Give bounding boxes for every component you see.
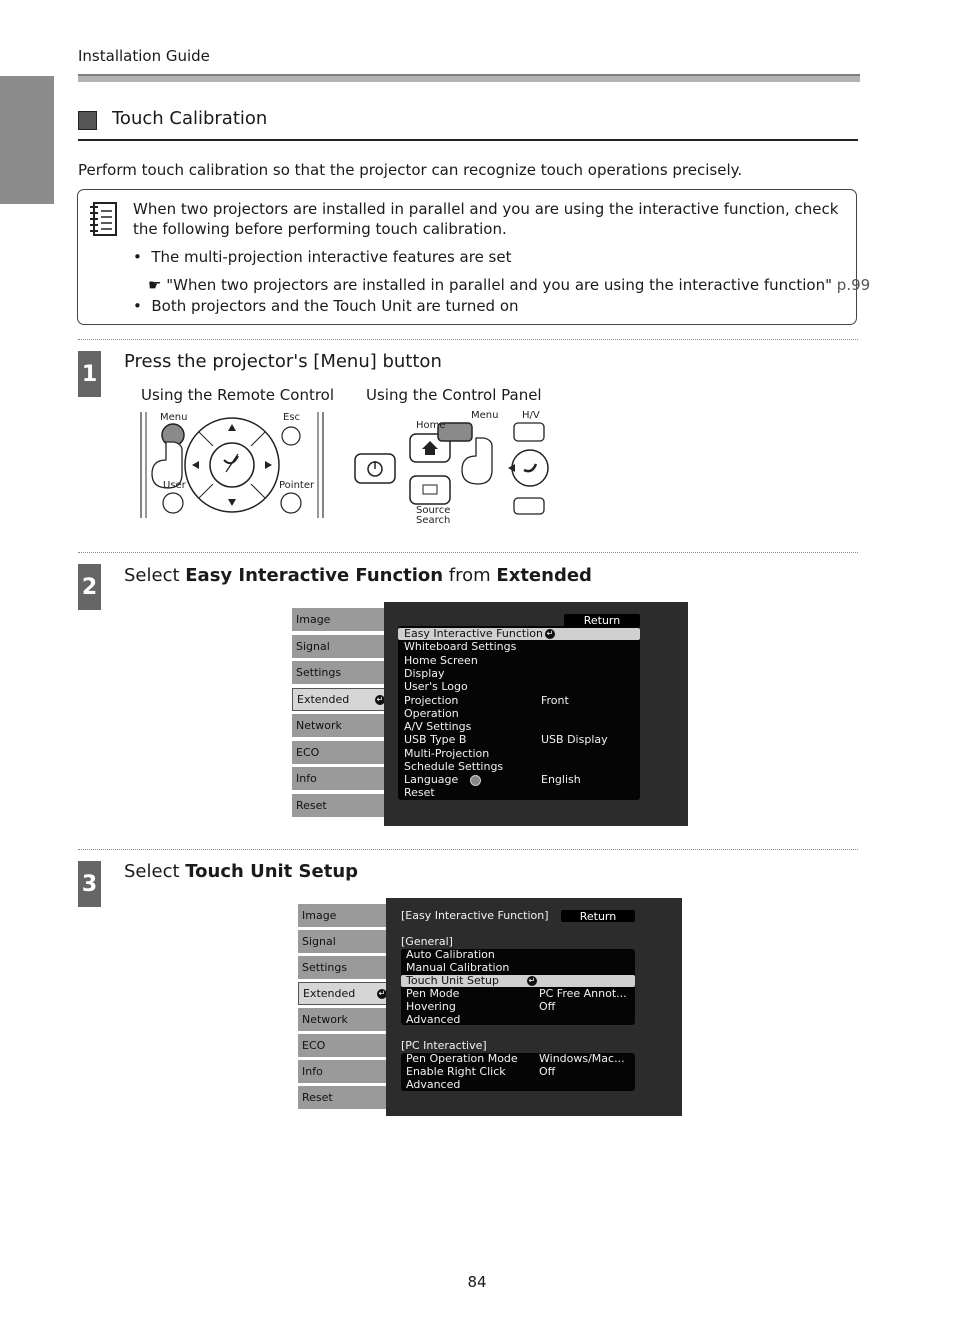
return-button[interactable]: Return xyxy=(561,910,635,922)
step-divider xyxy=(78,552,858,553)
step-3-title-pre: Select xyxy=(124,861,186,882)
submenu-item-operation[interactable]: Operation xyxy=(404,707,459,720)
submenu-value-pen-mode: PC Free Annot... xyxy=(539,987,627,1000)
step-2-title-pre: Select xyxy=(124,565,186,586)
enter-icon: ↵ xyxy=(378,988,386,998)
submenu-item-advanced[interactable]: Advanced xyxy=(406,1013,461,1026)
menu-item-signal[interactable]: Signal xyxy=(298,930,386,953)
submenu-value-language: English xyxy=(541,773,581,786)
menu-item-reset[interactable]: Reset xyxy=(292,794,384,817)
panel-label: Using the Control Panel xyxy=(366,386,542,404)
enter-icon: ↵ xyxy=(528,976,536,985)
submenu-header: [Easy Interactive Function] xyxy=(401,909,549,922)
section-marker xyxy=(78,111,97,130)
submenu-item-pc-advanced[interactable]: Advanced xyxy=(406,1078,461,1091)
submenu-item-pen-operation-mode[interactable]: Pen Operation Mode xyxy=(406,1052,518,1065)
panel-home-label: Home xyxy=(416,420,446,431)
note-bullet-2-text: Both projectors and the Touch Unit are turned on xyxy=(151,297,519,315)
section-title: Touch Calibration xyxy=(112,108,268,129)
submenu-item-whiteboard[interactable]: Whiteboard Settings xyxy=(404,640,517,653)
panel-source-label: Source xyxy=(416,505,451,516)
pointing-hand-icon: ☛ xyxy=(148,276,162,294)
submenu-item-home-screen[interactable]: Home Screen xyxy=(404,654,478,667)
enter-icon: ↵ xyxy=(376,694,384,704)
submenu-item-hovering[interactable]: Hovering xyxy=(406,1000,456,1013)
control-panel-illustration xyxy=(352,408,552,526)
submenu-item-usb-type-b[interactable]: USB Type B xyxy=(404,733,467,746)
step-2-number: 2 xyxy=(78,564,101,610)
panel-search-label: Search xyxy=(416,515,451,526)
submenu-item-easy-interactive[interactable]: Easy Interactive Function xyxy=(404,627,543,640)
step-3-title xyxy=(124,861,358,882)
step-1-number: 1 xyxy=(78,351,101,397)
note-bullet-1: • The multi-projection interactive features are set xyxy=(133,248,512,266)
note-reference-text: "When two projectors are installed in parallel and you are using the interactive function" xyxy=(166,276,833,294)
submenu-item-touch-unit-setup[interactable]: Touch Unit Setup xyxy=(406,974,499,987)
menu-item-network[interactable]: Network xyxy=(292,714,384,737)
menu-item-extended-label: Extended xyxy=(303,987,356,1000)
general-group-label: [General] xyxy=(401,935,453,948)
remote-control-illustration xyxy=(138,410,328,522)
submenu-value-pen-operation-mode: Windows/Mac... xyxy=(539,1052,625,1065)
note-bullet-2: • Both projectors and the Touch Unit are turned on xyxy=(133,297,519,315)
submenu-item-manual-calibration[interactable]: Manual Calibration xyxy=(406,961,510,974)
menu-item-network[interactable]: Network xyxy=(298,1008,386,1031)
step-2-title-target: Easy Interactive Function xyxy=(185,565,444,586)
page-number: 84 xyxy=(467,1273,487,1291)
step-2-title xyxy=(124,565,592,586)
menu-item-info[interactable]: Info xyxy=(298,1060,386,1083)
step-divider xyxy=(78,339,858,340)
step-2-title-mid: from xyxy=(443,565,497,586)
main-menu-list xyxy=(292,608,384,820)
header-title: Installation Guide xyxy=(78,47,210,65)
menu-item-extended[interactable] xyxy=(298,982,392,1005)
remote-label: Using the Remote Control xyxy=(141,386,335,404)
menu-item-signal[interactable]: Signal xyxy=(292,635,384,658)
menu-item-settings[interactable]: Settings xyxy=(298,956,386,979)
menu-item-eco[interactable]: ECO xyxy=(292,741,384,764)
remote-menu-label: Menu xyxy=(160,412,188,423)
submenu-item-users-logo[interactable]: User's Logo xyxy=(404,680,468,693)
remote-esc-label: Esc xyxy=(283,412,301,423)
submenu-item-schedule[interactable]: Schedule Settings xyxy=(404,760,504,773)
main-menu-list xyxy=(298,904,386,1112)
menu-item-info[interactable]: Info xyxy=(292,767,384,790)
menu-screenshot-extended xyxy=(292,602,688,826)
submenu-area xyxy=(386,898,682,1116)
menu-item-settings[interactable]: Settings xyxy=(292,661,384,684)
submenu-item-av-settings[interactable]: A/V Settings xyxy=(404,720,472,733)
header-rule xyxy=(78,74,860,82)
intro-text: Perform touch calibration so that the projector can recognize touch operations precisely. xyxy=(78,161,743,179)
note-reference xyxy=(148,276,870,294)
submenu-item-language[interactable]: Language xyxy=(404,773,459,786)
menu-item-image[interactable]: Image xyxy=(298,904,386,927)
menu-item-extended-label: Extended xyxy=(297,693,350,706)
section-rule xyxy=(78,139,858,141)
panel-hv-label: H/V xyxy=(522,410,540,421)
remote-user-label: User xyxy=(163,480,186,491)
enter-icon: ↵ xyxy=(546,629,554,638)
step-divider xyxy=(78,849,858,850)
menu-item-extended[interactable] xyxy=(292,688,390,711)
note-bullet-1-text: The multi-projection interactive features are set xyxy=(151,248,512,266)
submenu-item-reset[interactable]: Reset xyxy=(404,786,435,799)
globe-icon xyxy=(470,775,481,786)
submenu-item-display[interactable]: Display xyxy=(404,667,445,680)
note-text: When two projectors are installed in parallel and you are using the interactive function, check the following before performing touch calibration. xyxy=(133,200,839,238)
step-2-title-source: Extended xyxy=(496,565,592,586)
step-1-title: Press the projector's [Menu] button xyxy=(124,351,442,372)
step-3-title-target: Touch Unit Setup xyxy=(185,861,359,882)
submenu-area xyxy=(384,602,688,826)
return-button[interactable]: Return xyxy=(564,614,640,627)
menu-item-reset[interactable]: Reset xyxy=(298,1086,386,1109)
submenu-value-hovering: Off xyxy=(539,1000,556,1013)
notepad-icon xyxy=(88,200,120,242)
side-tab xyxy=(0,76,54,204)
submenu-item-multi-projection[interactable]: Multi-Projection xyxy=(404,747,490,760)
submenu-item-projection[interactable]: Projection xyxy=(404,694,459,707)
submenu-item-enable-right-click[interactable]: Enable Right Click xyxy=(406,1065,506,1078)
submenu-value-projection: Front xyxy=(541,694,569,707)
panel-menu-label: Menu xyxy=(471,410,499,421)
submenu-item-auto-calibration[interactable]: Auto Calibration xyxy=(406,948,495,961)
submenu-value-usb-type-b: USB Display xyxy=(541,733,608,746)
remote-pointer-label: Pointer xyxy=(279,480,315,491)
menu-item-eco[interactable]: ECO xyxy=(298,1034,386,1057)
note-reference-page[interactable]: p.99 xyxy=(836,276,871,294)
submenu-value-enable-right-click: Off xyxy=(539,1065,556,1078)
menu-item-image[interactable]: Image xyxy=(292,608,384,631)
step-3-number: 3 xyxy=(78,861,101,907)
submenu-item-pen-mode[interactable]: Pen Mode xyxy=(406,987,460,1000)
pc-group-label: [PC Interactive] xyxy=(401,1039,487,1052)
menu-screenshot-easy-interactive xyxy=(298,898,682,1116)
